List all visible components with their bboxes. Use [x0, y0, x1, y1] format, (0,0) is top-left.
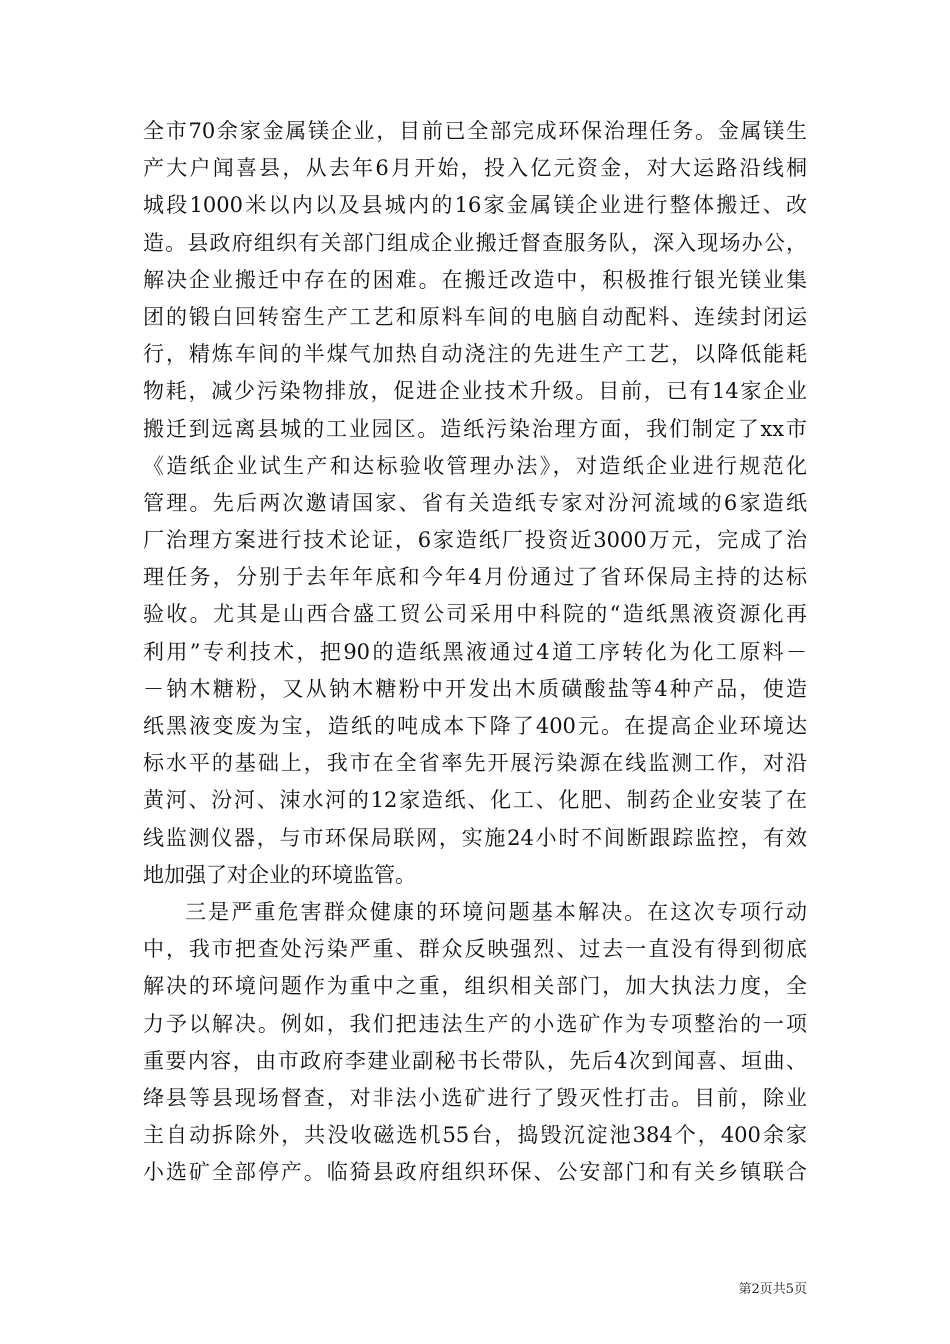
paragraph-line: 产大户闻喜县，从去年6月开始，投入亿元资金，对大运路沿线桐 [143, 156, 807, 181]
paragraph-line: 纸黑液变废为宝，造纸的吨成本下降了400元。在提高企业环境达 [143, 714, 807, 738]
paragraph-line: 《造纸企业试生产和达标验收管理办法》，对造纸企业进行规范化 [143, 453, 807, 478]
body-text [143, 113, 807, 1191]
paragraph-line: 解决企业搬迁中存在的困难。在搬迁改造中，积极推行银光镁业集 [143, 267, 807, 292]
paragraph-line: 理任务，分别于去年年底和今年4月份通过了省环保局主持的达标 [143, 565, 807, 590]
paragraph-line: 标水平的基础上，我市在全省率先开展污染源在线监测工作，对沿 [143, 751, 807, 776]
paragraph-line: 力予以解决。例如，我们把违法生产的小选矿作为专项整治的一项 [143, 1011, 807, 1036]
paragraph-line: 城段1000米以内以及县城内的16家金属镁企业进行整体搬迁、改 [143, 193, 807, 218]
paragraph-line: 重要内容，由市政府李建业副秘书长带队，先后4次到闻喜、垣曲、 [143, 1048, 807, 1073]
paragraph-line: 绛县等县现场督查，对非法小选矿进行了毁灭性打击。目前，除业 [143, 1085, 807, 1110]
paragraph-line: 小选矿全部停产。临猗县政府组织环保、公安部门和有关乡镇联合 [143, 1160, 807, 1185]
paragraph-line: 中，我市把查处污染严重、群众反映强烈、过去一直没有得到彻底 [143, 937, 807, 962]
paragraph-line: 行，精炼车间的半煤气加热自动浇注的先进生产工艺，以降低能耗 [143, 342, 807, 367]
paragraph-line: 利用”专利技术，把90的造纸黑液通过4道工序转化为化工原料－ [143, 639, 807, 664]
page-number-footer: 第2页共5页 [738, 1282, 807, 1297]
paragraph-line: 造。县政府组织有关部门组成企业搬迁督查服务队，深入现场办公， [143, 230, 807, 255]
paragraph-line: 验收。尤其是山西合盛工贸公司采用中科院的“造纸黑液资源化再 [143, 602, 807, 627]
paragraph-line: 物耗，减少污染物排放，促进企业技术升级。目前，已有14家企业 [143, 379, 807, 404]
paragraph-line: 管理。先后两次邀请国家、省有关造纸专家对汾河流域的6家造纸 [143, 490, 807, 515]
paragraph-line: 解决的环境问题作为重中之重，组织相关部门，加大执法力度，全 [143, 974, 807, 999]
paragraph-line: 主自动拆除外，共没收磁选机55台，捣毁沉淀池384个，400余家 [143, 1123, 807, 1148]
paragraph-line: 团的锻白回转窑生产工艺和原料车间的电脑自动配料、连续封闭运 [143, 304, 807, 329]
paragraph-line: 厂治理方案进行技术论证，6家造纸厂投资近3000万元，完成了治 [143, 528, 807, 553]
paragraph-line: 地加强了对企业的环境监管。 [143, 862, 416, 887]
paragraph-line: 全市70余家金属镁企业，目前已全部完成环保治理任务。金属镁生 [143, 119, 807, 143]
paragraph-line: 三是严重危害群众健康的环境问题基本解决。在这次专项行动 [185, 899, 807, 924]
paragraph-line: －钠木糖粉，又从钠木糖粉中开发出木质磺酸盐等4种产品，使造 [143, 676, 807, 701]
paragraph-line: 黄河、汾河、涑水河的12家造纸、化工、化肥、制药企业安装了在 [143, 788, 807, 813]
paragraph-line: 线监测仪器，与市环保局联网，实施24小时不间断跟踪监控，有效 [143, 825, 807, 850]
paragraph-line: 搬迁到远离县城的工业园区。造纸污染治理方面，我们制定了xx市 [143, 416, 807, 441]
